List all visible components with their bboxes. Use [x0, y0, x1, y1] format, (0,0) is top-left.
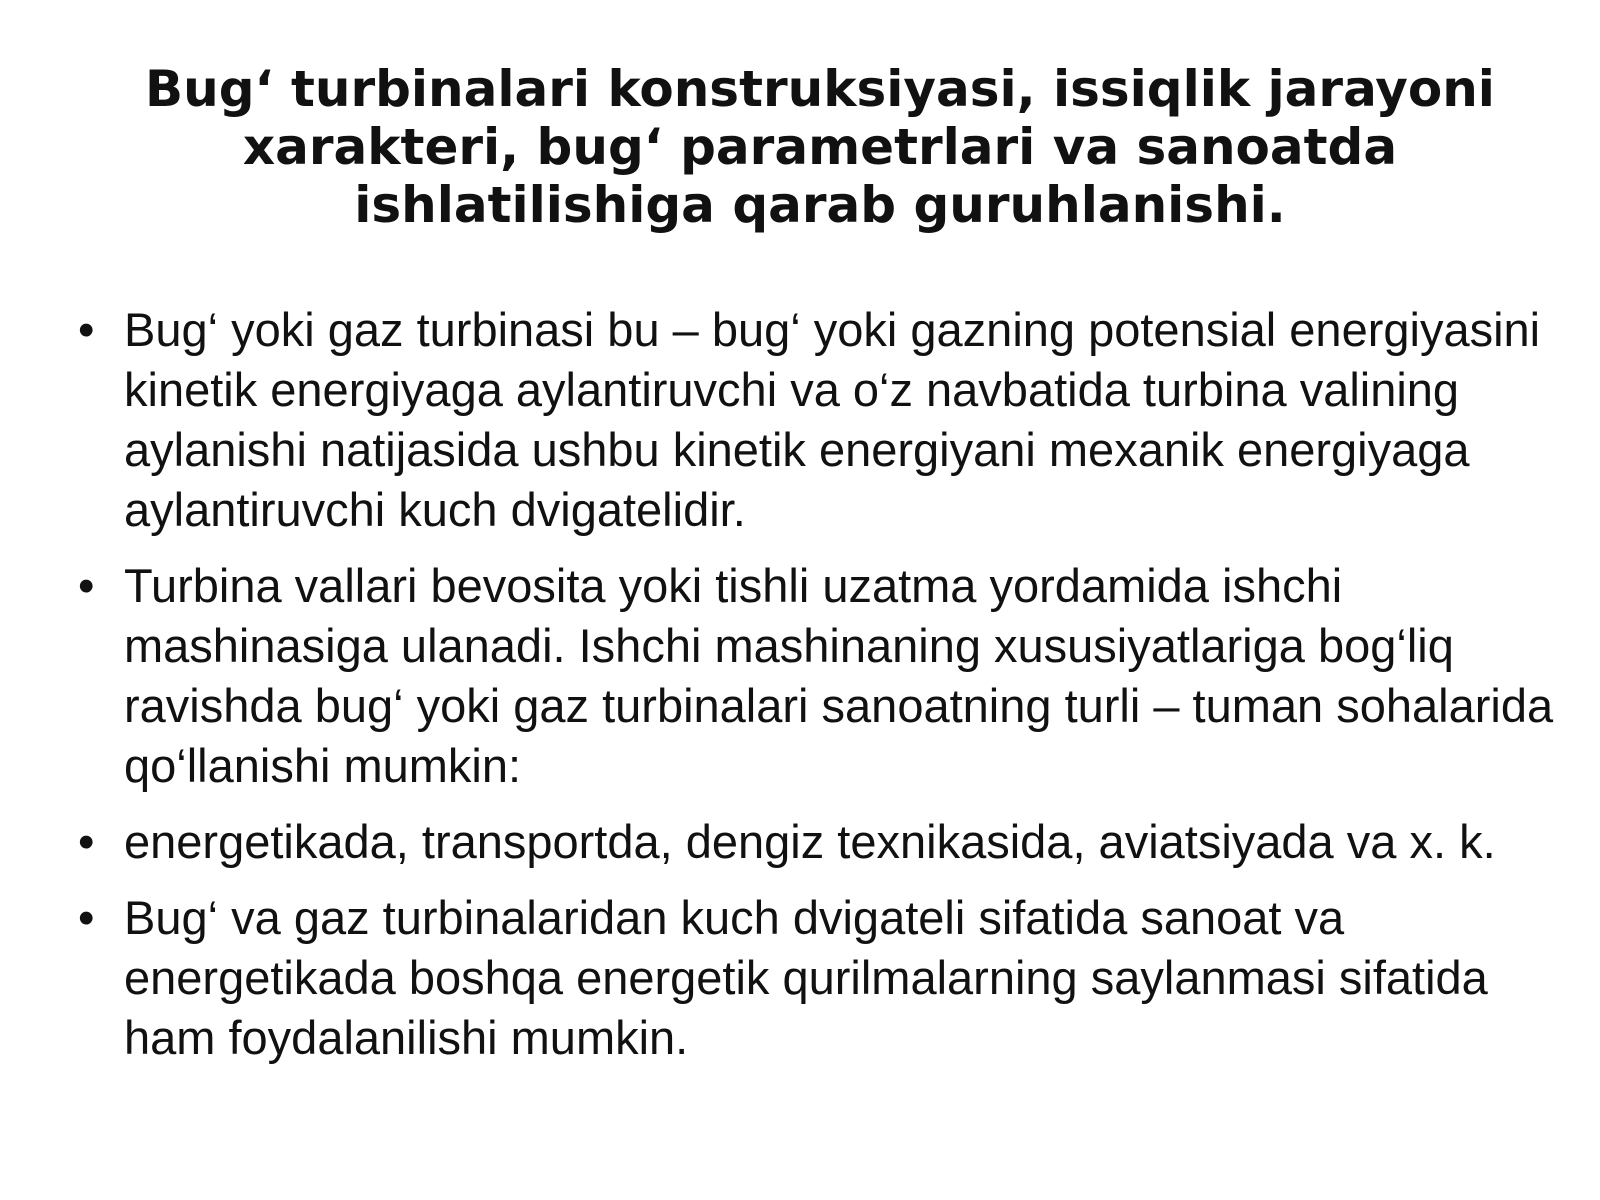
bullet-text: Bug‘ va gaz turbinalaridan kuch dvigateli sifatida sanoat va energetikada boshqa energetik qurilmalarning saylanmasi sifatida ham foydalanilishi mumkin.: [124, 891, 1488, 1064]
bullet-list: [78, 300, 1578, 1084]
bullet-marker: •: [78, 815, 95, 868]
bullet-item-2: [78, 556, 1578, 796]
bullet-text: Bug‘ yoki gaz turbinasi bu – bug‘ yoki gazning potensial energiyasini kinetik energiyaga aylantiruvchi va o‘z navbatida turbina valining aylanishi natijasida ushbu kinetik energiyani mexanik energiyaga aylantiruvchi kuch dvigatelidir.: [124, 303, 1541, 536]
bullet-text: Turbina vallari bevosita yoki tishli uzatma yordamida ishchi mashinasiga ulanadi. Ishchi mashinaning xususiyatlariga bog‘liq ravishda bug‘ yoki gaz turbinalari sanoatning turli – tuman sohalarida qo‘llanishi mumkin:: [124, 559, 1554, 792]
bullet-marker: •: [78, 891, 95, 944]
bullet-item-4: [78, 888, 1578, 1068]
bullet-item-1: [78, 300, 1578, 540]
slide-title: Bug‘ turbinalari konstruksiyasi, issiqlik jarayoni xarakteri, bug‘ parametrlari va sanoatda ishlatilishiga qarab guruhlanishi.: [145, 60, 1495, 234]
bullet-marker: •: [78, 559, 95, 612]
bullet-text: energetikada, transportda, dengiz texnikasida, aviatsiyada va x. k.: [124, 815, 1496, 868]
bullet-marker: •: [78, 303, 95, 356]
bullet-item-3: [78, 812, 1578, 872]
